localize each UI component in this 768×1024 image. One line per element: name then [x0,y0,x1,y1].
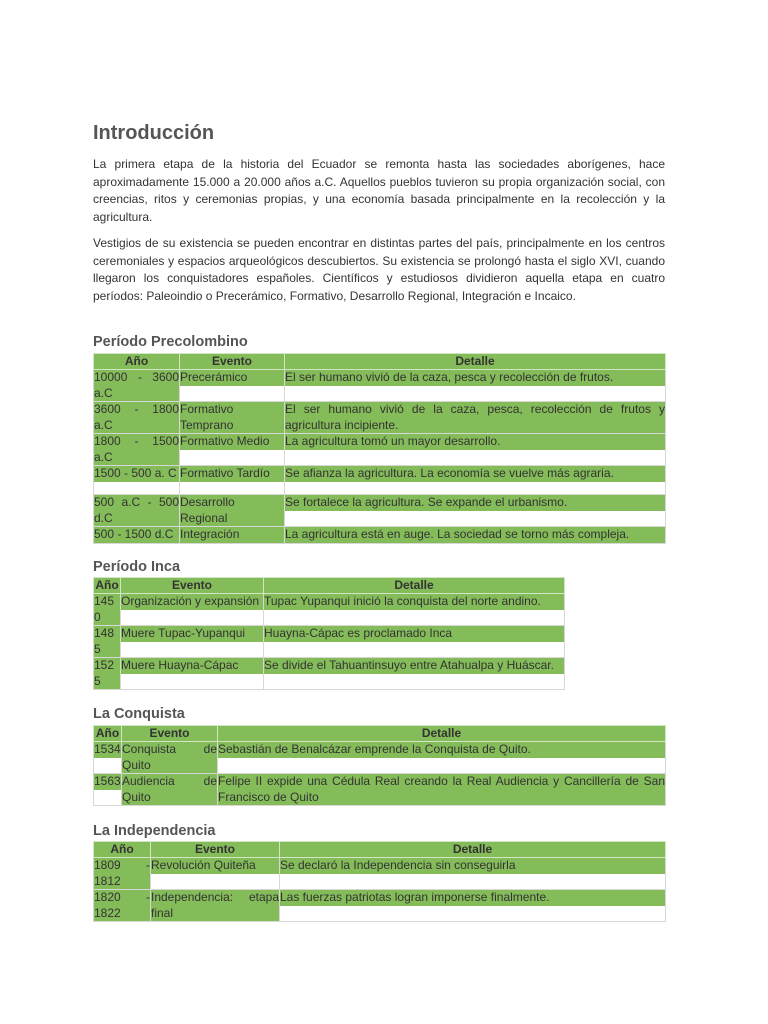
table-row [94,434,666,466]
table-row [94,466,666,495]
cell-event: Independencia: etapa final [151,890,279,920]
cell-year: 10000 - 3600 a.C [94,370,179,400]
cell-year: 1485 [94,626,120,657]
col-header-detail: Detalle [218,726,666,742]
cell-year: 500 - 1500 d.C [94,527,179,543]
intro-paragraph-1: La primera etapa de la historia del Ecuador se remonta hasta las sociedades aborígenes, hace aproximadamente 15.000 a 20.000 años a.C. Aquellos pueblos tuvieron su propia organización social, con creencias, ritos y ceremonias propias, y una economía basada principalmente en la recolección y la agricultura. [93,157,665,224]
cell-year: 500 a.C - 500 d.C [94,495,179,525]
cell-event: Muere Huayna-Cápac [121,658,263,674]
section-title-precolombino: Período Precolombino [93,334,248,350]
cell-year: 1534 [94,742,121,756]
cell-event: Muere Tupac-Yupanqui [121,626,263,642]
table-inca [93,577,565,690]
table-precolombino [93,353,666,544]
col-header-year: Año [94,842,151,858]
cell-detail: La agricultura está en auge. La sociedad se torno más compleja. [285,527,665,543]
cell-year: 1450 [94,594,120,625]
col-header-event: Evento [151,842,280,858]
section-title-inca: Período Inca [93,559,181,575]
cell-event: Conquista de Quito [122,742,217,772]
cell-detail: El ser humano vivió de la caza, pesca y recolección de frutos. [285,370,665,386]
cell-year: 1820 - 1822 [94,890,150,920]
col-header-detail: Detalle [264,578,565,594]
cell-detail: Huayna-Cápac es proclamado Inca [264,626,564,642]
table-row [94,594,565,626]
col-header-year: Año [95,578,119,592]
col-header-event: Evento [121,578,264,594]
cell-year: 1809 - 1812 [94,858,150,888]
cell-event: Desarrollo Regional [180,495,284,526]
cell-detail: Se fortalece la agricultura. Se expande el urbanismo. [285,495,665,511]
cell-detail: Las fuerzas patriotas logran imponerse finalmente. [280,890,665,906]
section-title-independencia: La Independencia [93,823,216,839]
table-independencia [93,841,666,922]
cell-detail: Se declaró la Independencia sin conseguirla [280,858,665,874]
cell-detail: Felipe II expide una Cédula Real creando la Real Audiencia y Cancillería de San Francisco de Quito [218,774,665,804]
table-row [94,742,666,774]
col-header-year: Año [94,726,122,742]
table-row [94,527,666,544]
cell-year: 1800 - 1500 a.C [94,434,179,464]
table-header-row [94,354,666,370]
table-header-row [94,726,666,742]
cell-detail: El ser humano vivió de la caza, pesca, recolección de frutos y agricultura incipiente. [285,402,665,432]
cell-event: Audiencia de Quito [122,774,217,804]
page-title: Introducción [93,122,215,144]
table-row [94,495,666,527]
cell-year: 3600 - 1800 a.C [94,402,179,432]
col-header-year: Año [94,354,180,370]
col-header-event: Evento [122,726,218,742]
intro-paragraph-2: Vestigios de su existencia se pueden encontrar en distintas partes del país, principalmente en los centros ceremoniales y espacios arqueológicos descubiertos. Su existencia se prolongó hasta el siglo XVI, cuando llegaron los conquistadores españoles. Científicos y estudiosos dividieron aquella etapa en cuatro períodos: Paleoindio o Precerámico, Formativo, Desarrollo Regional, Integración e Incaico. [93,236,665,303]
cell-event: Formativo Tardío [180,466,284,482]
col-header-detail: Detalle [280,842,666,858]
table-row [94,370,666,402]
cell-event: Organización y expansión [121,594,263,610]
cell-year: 1525 [94,658,120,689]
cell-event: Precerámico [180,370,284,386]
cell-year: 1563 [94,774,121,788]
table-row [94,658,565,690]
table-row [94,402,666,434]
table-conquista [93,725,666,806]
cell-detail: Se afianza la agricultura. La economía se vuelve más agraria. [285,466,665,482]
col-header-detail: Detalle [285,354,666,370]
cell-year: 1500 - 500 a. C [94,466,179,482]
table-row [94,858,666,890]
cell-event: Integración [180,527,284,543]
table-header-row [94,842,666,858]
cell-detail: Sebastián de Benalcázar emprende la Conquista de Quito. [218,742,665,758]
cell-event: Formativo Temprano [180,402,284,433]
cell-event: Formativo Medio [180,434,284,450]
table-row [94,890,666,922]
table-row [94,626,565,658]
table-header-row [94,578,565,594]
table-row [94,774,666,806]
section-title-conquista: La Conquista [93,706,185,722]
cell-detail: La agricultura tomó un mayor desarrollo. [285,434,665,450]
cell-detail: Se divide el Tahuantinsuyo entre Atahualpa y Huáscar. [264,658,564,674]
cell-event: Revolución Quiteña [151,858,279,874]
col-header-event: Evento [180,354,285,370]
cell-detail: Tupac Yupanqui inició la conquista del norte andino. [264,594,564,610]
